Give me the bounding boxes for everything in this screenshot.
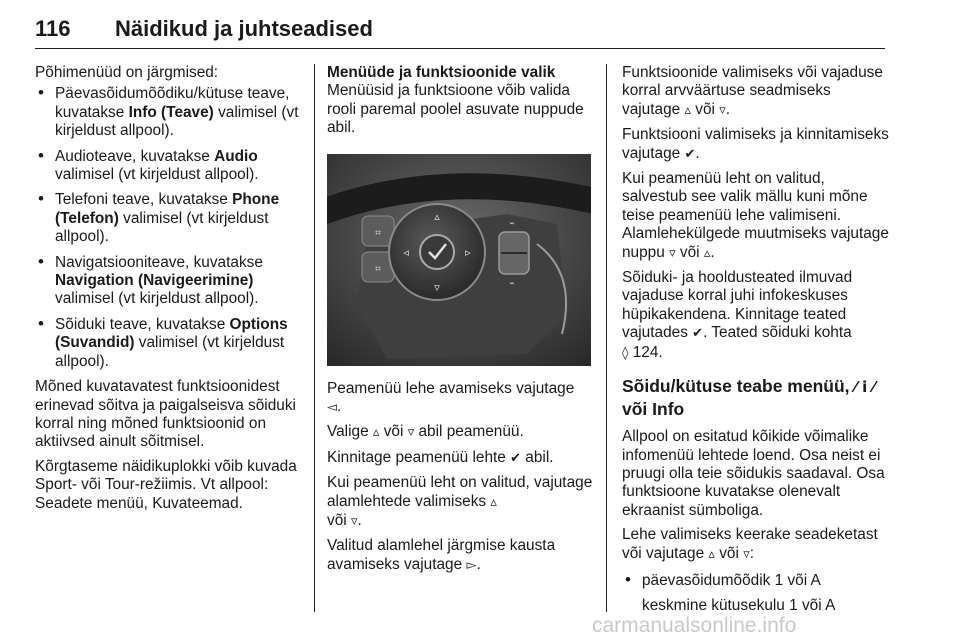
paragraph: Funktsioonide valimiseks või vajaduse korral arvväärtuse seadmiseks vajutage ▵ või ▿. xyxy=(622,64,883,118)
down-arrow-icon: ▿ xyxy=(407,425,415,441)
info-pages-list xyxy=(622,572,890,590)
watermark: carmanualsonline.info xyxy=(592,614,797,637)
svg-text:⌗: ⌗ xyxy=(375,227,381,239)
forward-arrow-icon: ▻ xyxy=(466,557,477,573)
paragraph: Kinnitage peamenüü lehte ✔ abil. xyxy=(327,448,554,466)
list-item: • päevasõidumõõdik 1 või A xyxy=(622,572,890,590)
up-arrow-icon: ▵ xyxy=(684,102,691,118)
down-arrow-icon: ▿ xyxy=(719,102,726,118)
paragraph: Mõned kuvatavatest funktsioonidest erinevad sõitva ja paigalseisva sõiduki korral ning mõned funktsioonid on aktiivsed ainult sõitmisel. xyxy=(35,378,296,451)
back-arrow-icon: ◅ xyxy=(327,400,337,416)
down-arrow-icon: ▿ xyxy=(350,514,358,530)
list-item: • Telefoni teave, kuvatakse Phone (Telefon) valimisel (vt kirjeldust allpool). xyxy=(35,191,303,246)
up-arrow-icon: ▵ xyxy=(703,245,711,261)
down-arrow-icon: ▿ xyxy=(669,245,676,261)
check-icon: ✔ xyxy=(692,326,704,342)
up-arrow-icon: ▵ xyxy=(490,494,497,510)
list-item-continued: keskmine kütusekulu 1 või A xyxy=(642,597,836,615)
svg-text:⌗: ⌗ xyxy=(375,263,381,275)
paragraph: Valitud alamlehel järgmise kausta avamiseks vajutage ▻. xyxy=(327,537,556,573)
column-divider xyxy=(606,64,607,612)
paragraph: Kõrgtaseme näidikuplokki võib kuvada Sport- või Tour-režiimis. Vt allpool: Seadete menüü, Kuvateemad. xyxy=(35,457,297,512)
check-icon: ✔ xyxy=(510,450,522,466)
steering-wheel-controls-image xyxy=(327,154,591,366)
svg-text:▹: ▹ xyxy=(465,245,471,259)
list-item: • Sõiduki teave, kuvatakse Options (Suvandid) valimisel (vt kirjeldust allpool). xyxy=(35,316,303,371)
main-menu-list xyxy=(35,85,303,371)
svg-text:▵: ▵ xyxy=(434,209,440,223)
trip-info-icon: ⁄ i ⁄ xyxy=(854,378,876,397)
paragraph: Peamenüü lehe avamiseks vajutage ◅. xyxy=(327,379,575,416)
paragraph: Kui peamenüü leht on valitud, salvestub see valik mällu kuni mõne teise peamenüü lehe valimiseni. Alamlehekülgede muutmiseks vajutage nuppu ▿ või ▵. xyxy=(622,170,889,261)
paragraph: Funktsiooni valimiseks ja kinnitamiseks vajutage ✔. xyxy=(622,126,889,162)
page-title: Näidikud ja juhtseadised xyxy=(115,16,373,41)
page-reference-icon: ◊ xyxy=(622,345,629,361)
column-divider xyxy=(314,64,315,612)
page-number: 116 xyxy=(35,16,71,41)
up-arrow-icon: ▵ xyxy=(372,425,380,441)
svg-text:⌁: ⌁ xyxy=(509,218,515,229)
intro-text: Põhimenüüd on järgmised: xyxy=(35,64,219,81)
paragraph: Kui peamenüü leht on valitud, vajutage alamlehtede valimiseks ▵ või ▿. xyxy=(327,474,593,530)
paragraph: Allpool on esitatud kõikide võimalike infomenüü lehtede loend. Osa neist ei pruugi olla teie sõidukis saadaval. Osa funktsioone kuvatakse olenevalt ekraanist sümboliga. xyxy=(622,428,885,519)
paragraph: Sõiduki- ja hooldusteated ilmuvad vajaduse korral juhi infokeskuses hüpikakendena. Kinnitage teated vajutades ✔. Teated sõiduki kohta ◊ 124. xyxy=(622,269,853,361)
column-right xyxy=(622,64,890,616)
paragraph: Valige ▵ või ▿ abil peamenüü. xyxy=(327,423,524,441)
svg-text:◃: ◃ xyxy=(403,245,409,259)
list-item: • Audioteave, kuvatakse Audio valimisel (vt kirjeldust allpool). xyxy=(35,148,303,185)
down-arrow-icon: ▿ xyxy=(743,546,750,562)
paragraph: Lehe valimiseks keerake seadeketast või vajutage ▵ või ▿: xyxy=(622,526,878,562)
list-item: • Päevasõidumõõdiku/kütuse teave, kuvatakse Info (Teave) valimisel (vt kirjeldust allpool). xyxy=(35,85,303,140)
up-arrow-icon: ▵ xyxy=(708,546,715,562)
svg-text:▿: ▿ xyxy=(434,280,440,294)
svg-text:⌁: ⌁ xyxy=(509,278,515,289)
paragraph: Menüüsid ja funktsioone võib valida rooli paremal poolel asuvate nuppude abil. xyxy=(327,82,584,137)
section-heading: Sõidu/kütuse teabe menüü, ⁄ i ⁄ või Info xyxy=(622,376,876,420)
steering-wheel-illustration xyxy=(327,154,591,366)
list-item: • Navigatsiooniteave, kuvatakse Navigation (Navigeerimine) valimisel (vt kirjeldust allpool). xyxy=(35,254,303,309)
section-subheading: Menüüde ja funktsioonide valik xyxy=(327,64,556,81)
column-left xyxy=(35,64,303,519)
page-header xyxy=(35,14,885,49)
column-middle xyxy=(327,64,595,581)
check-icon: ✔ xyxy=(684,146,696,162)
